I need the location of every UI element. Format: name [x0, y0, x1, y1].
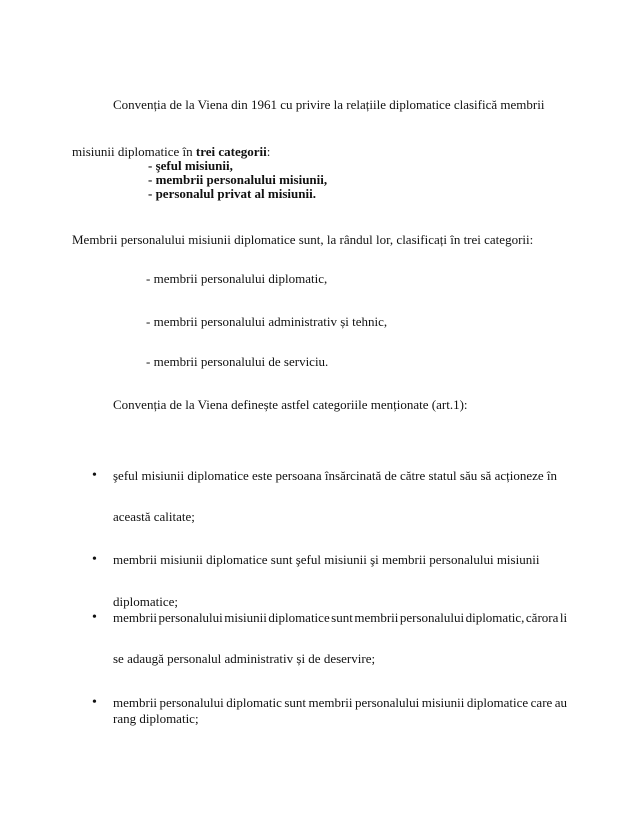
- bullet-3-line-2: se adaugă personalul administrativ și de deservire;: [113, 651, 376, 666]
- bullet-1-symbol: •: [92, 468, 97, 483]
- paragraph-1-line-1: Convenția de la Viena din 1961 cu privire la relațiile diplomatice clasifică membrii: [113, 97, 545, 112]
- subcategory-1: - membrii personalului diplomatic,: [146, 271, 328, 286]
- bullet-4-symbol: •: [92, 695, 97, 710]
- bullet-2-symbol: •: [92, 552, 97, 567]
- category-2: - membrii personalului misiunii,: [148, 172, 328, 187]
- bullet-4-line-2: rang diplomatic;: [113, 711, 199, 726]
- paragraph-3: Convenția de la Viena definește astfel categoriile menționate (art.1):: [113, 397, 468, 412]
- paragraph-1-line-2-prefix: misiunii diplomatice în: [72, 144, 196, 159]
- subcategory-2: - membrii personalului administrativ și tehnic,: [146, 314, 388, 329]
- bullet-1-line-1: şeful misiunii diplomatice este persoana însărcinată de către statul său să acționeze în: [113, 468, 557, 483]
- bullet-2-line-1: membrii misiunii diplomatice sunt şeful misiunii şi membrii personalului misiunii: [113, 552, 540, 567]
- bullet-3-line-1: membrii personalului misiunii diplomatice sunt membrii personalului diplomatic, cărora li: [113, 610, 568, 625]
- bullet-3-symbol: •: [92, 610, 97, 625]
- paragraph-1-line-2-suffix: :: [266, 144, 271, 159]
- category-1: - şeful misiunii,: [148, 158, 233, 173]
- category-3: - personalul privat al misiunii.: [148, 186, 316, 201]
- bullet-4-line-1: membrii personalului diplomatic sunt membrii personalului misiunii diplomatice care au: [113, 695, 568, 710]
- bullet-1-line-2: această calitate;: [113, 509, 195, 524]
- trei-categorii-bold: trei categorii: [195, 144, 267, 159]
- subcategory-3: - membrii personalului de serviciu.: [146, 354, 329, 369]
- paragraph-2: Membrii personalului misiunii diplomatice sunt, la rândul lor, clasificați în trei categorii:: [72, 232, 534, 247]
- bullet-2-line-2: diplomatice;: [113, 594, 178, 609]
